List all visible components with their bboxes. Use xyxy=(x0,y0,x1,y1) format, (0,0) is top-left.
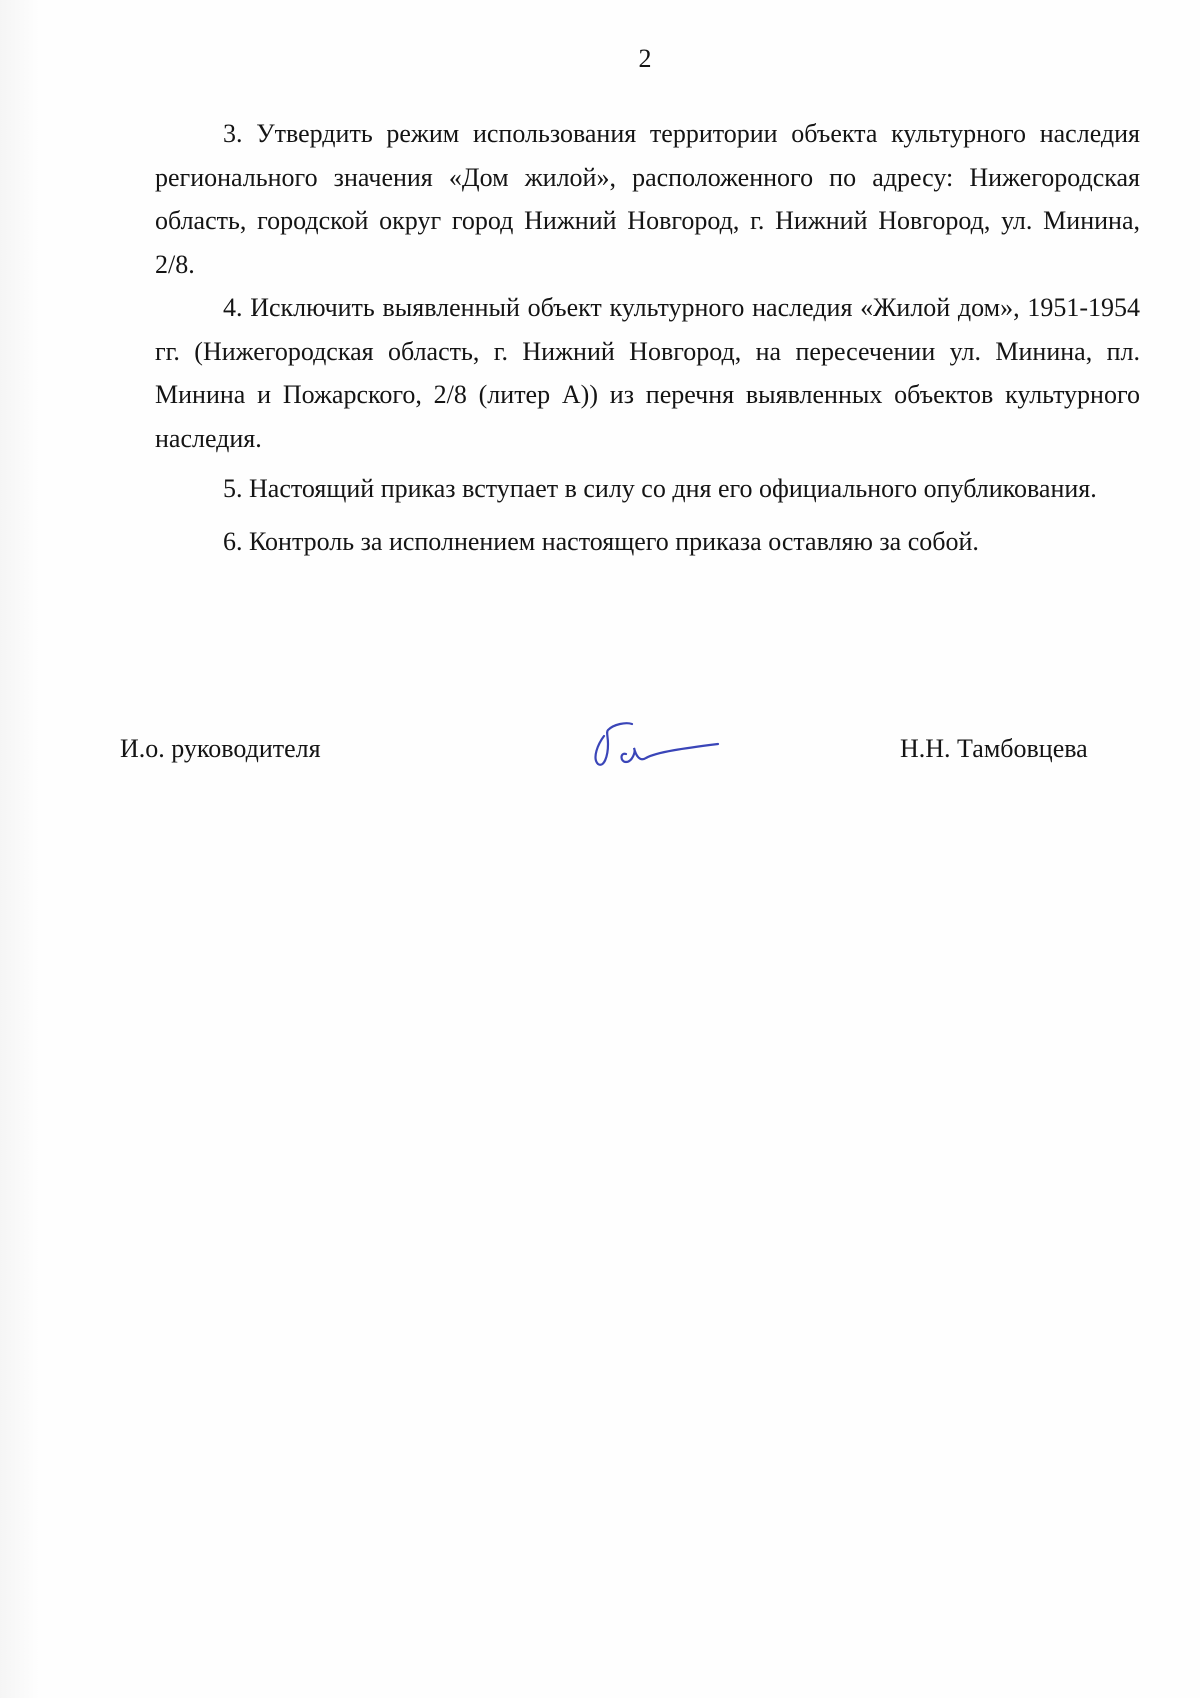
paragraph-6: 6. Контроль за исполнением настоящего приказа оставляю за собой. xyxy=(223,527,979,556)
document-body xyxy=(155,112,1140,564)
paragraph-4: 4. Исключить выявленный объект культурного наследия «Жилой дом», 1951-1954 гг. (Нижегородская область, г. Нижний Новгород, на пересечении ул. Минина, пл. Минина и Пожарского, 2/8 (литер А)) из перечня выявленных объектов культурного наследия. xyxy=(155,293,1140,453)
page-number: 2 xyxy=(638,44,652,73)
signer-position: И.о. руководителя xyxy=(120,734,321,763)
handwritten-signature xyxy=(586,714,726,774)
signer-name: Н.Н. Тамбовцева xyxy=(900,734,1088,763)
signature-block xyxy=(0,734,1200,794)
paragraph-5: 5. Настоящий приказ вступает в силу со дня его официального опубликования. xyxy=(223,474,1097,503)
paragraph-3: 3. Утвердить режим использования территории объекта культурного наследия регионального значения «Дом жилой», расположенного по адресу: Нижегородская область, городской округ город Нижний Новгород, г. Нижний Новгород, ул. Минина, 2/8. xyxy=(155,119,1140,279)
scan-edge-shading xyxy=(0,0,40,1698)
